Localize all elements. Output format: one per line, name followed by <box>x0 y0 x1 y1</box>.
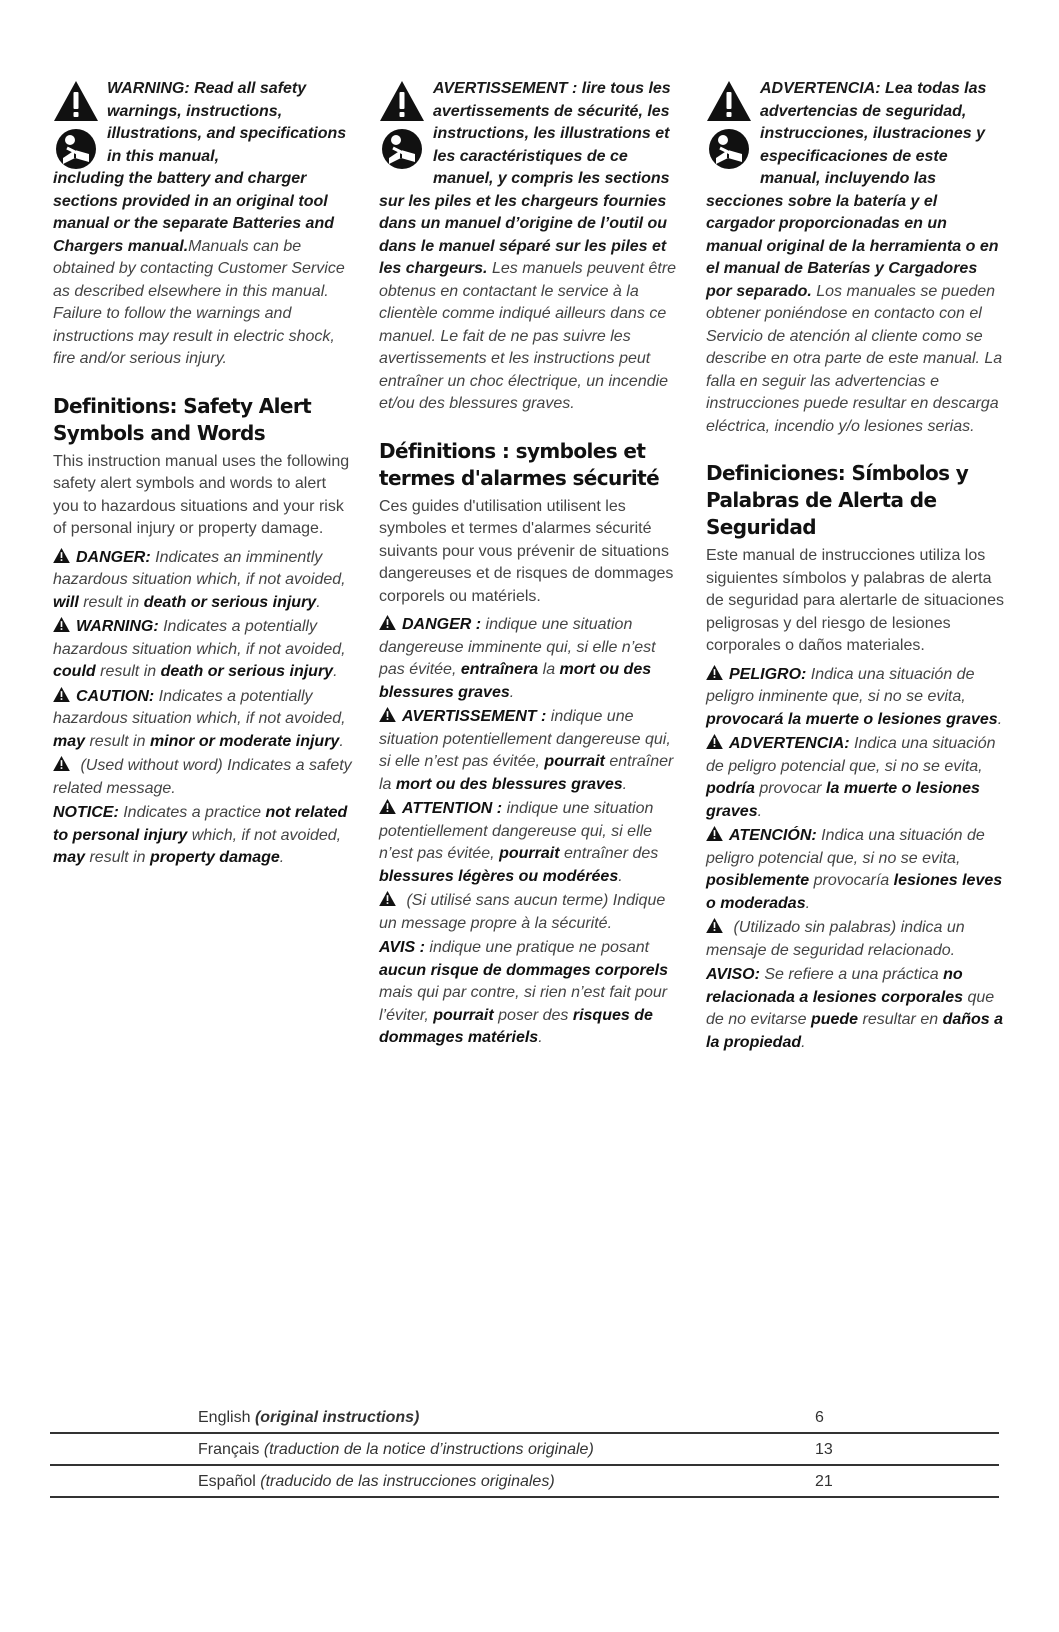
intro-text <box>53 168 353 371</box>
intro-text <box>706 191 1006 439</box>
warning-triangle-icon <box>53 687 70 702</box>
warning-triangle-icon <box>53 756 70 771</box>
section-description: Este manual de instrucciones utiliza los siguientes símbolos y palabras de alerta de seguridad para alertarle de situaciones peligrosas y del riesgo de lesiones corporales o daños materiales. <box>706 547 1004 654</box>
section-description: Ces guides d'utilisation utilisent les symboles et termes d'alarmes sécurité suivants pour vous prévenir de situations dangereuses et de risques de dommages corporels ou matériels. <box>379 497 674 605</box>
index-language: Français <box>198 1441 260 1458</box>
definition-danger: DANGER : indique une situation dangereuse imminente qui, si elle n’est pas évitée, entraînera la mort ou des blessures graves. <box>379 616 656 701</box>
definition-danger: PELIGRO: Indica una situación de peligro inminente que, si no se evita, provocará la muerte o lesiones graves. <box>706 665 1003 728</box>
index-page-number: 13 <box>815 1441 833 1458</box>
warning-triangle-icon <box>53 548 70 563</box>
safety-warning-intro <box>379 78 679 416</box>
warning-triangle-icon <box>706 665 723 680</box>
index-language: English <box>198 1409 251 1426</box>
section-heading: Définitions : symboles et termes d'alarmes sécurité <box>379 438 660 490</box>
column-en <box>53 78 353 870</box>
intro-lead: WARNING: Read all safety warnings, instructions, illustrations, and specifications in this manual, <box>107 80 347 165</box>
index-page-number: 21 <box>815 1473 833 1490</box>
intro-rest: including the battery and charger sections provided in an original tool manual or the separate Batteries and Chargers manual. <box>53 170 334 255</box>
definition-no-word: (Utilizado sin palabras) indica un mensaje de seguridad relacionado. <box>706 919 965 959</box>
intro-rest: secciones sobre la batería y el cargador proporcionadas en un manual original de la herramienta o en el manual de Baterías y Cargadores por separado. <box>706 192 999 300</box>
definition-danger: DANGER: Indicates an imminently hazardous situation which, if not avoided, will result in death or serious injury. <box>53 548 346 611</box>
intro-text <box>379 191 679 416</box>
section-heading: Definiciones: Símbolos y Palabras de Alerta de Seguridad <box>706 461 969 539</box>
intro-icons <box>379 80 427 170</box>
definition-caution: ATENCIÓN: Indica una situación de peligro potencial que, si no se evita, posiblemente provocaría lesiones leves o moderadas. <box>706 827 1003 912</box>
intro-note: Los manuales se pueden obtener poniéndose en contacto con el Servicio de atención al cliente como se describe en otra parte de este manual. La falla en seguir las advertencias e instrucciones puede resultar en descarga eléctrica, incendio y/o lesiones serias. <box>706 282 1003 435</box>
definition-no-word: (Si utilisé sans aucun terme) Indique un message propre à la sécurité. <box>379 892 666 932</box>
intro-icons <box>53 80 101 170</box>
definition-no-word: (Used without word) Indicates a safety related message. <box>53 757 352 797</box>
column-es <box>706 78 1006 1054</box>
section-description: This instruction manual uses the following safety alert symbols and words to alert you to hazardous situations and your risk of personal injury or property damage. <box>53 452 350 537</box>
definition-notice: NOTICE: Indicates a practice not related to personal injury which, if not avoided, may result in property damage. <box>53 804 348 866</box>
index-label <box>198 1436 594 1464</box>
safety-warning-intro <box>706 78 1006 438</box>
warning-triangle-icon <box>53 617 70 632</box>
intro-lead: ADVERTENCIA: Lea todas las advertencias de seguridad, instrucciones, ilustraciones y especificaciones de este manual, incluyendo las <box>760 80 987 187</box>
index-note: (traducido de las instrucciones originales) <box>260 1473 555 1490</box>
definition-warning: WARNING: Indicates a potentially hazardous situation which, if not avoided, could result in death or serious injury. <box>53 618 346 680</box>
intro-note: Les manuels peuvent être obtenus en contactant le service à la clientèle comme indiqué ailleurs dans ce manuel. Le fait de ne pas suivre les avertissements et les instructions peut entraîner un choc électrique, un incendie et/ou des blessures graves. <box>379 260 677 412</box>
definition-caution: CAUTION: Indicates a potentially hazardous situation which, if not avoided, may result in minor or moderate injury. <box>53 687 346 750</box>
index-label <box>198 1404 419 1432</box>
definition-warning: ADVERTENCIA: Indica una situación de peligro potencial que, si no se evita, podría provocar la muerte o lesiones graves. <box>706 735 996 820</box>
warning-triangle-icon <box>379 615 396 630</box>
warning-triangle-icon <box>706 80 752 122</box>
index-language: Español <box>198 1473 256 1490</box>
index-row[interactable] <box>50 1466 999 1498</box>
index-row[interactable] <box>50 1402 999 1434</box>
intro-rest: sur les piles et les chargeurs fournies dans un manuel d’origine de l’outil ou dans le manuel séparé sur les piles et les chargeurs. <box>379 192 668 277</box>
column-fr <box>379 78 679 1050</box>
index-note: (traduction de la notice d’instructions originale) <box>263 1441 594 1458</box>
safety-warning-intro <box>53 78 353 371</box>
index-label <box>198 1468 555 1496</box>
warning-triangle-icon <box>706 918 723 933</box>
warning-triangle-icon <box>379 707 396 722</box>
warning-triangle-icon <box>379 799 396 814</box>
read-manual-icon <box>381 128 423 170</box>
intro-note: Manuals can be obtained by contacting Customer Service as described elsewhere in this manual. Failure to follow the warnings and instructions may result in electric shock, fire and/or serious injury. <box>53 237 345 367</box>
index-row[interactable] <box>50 1434 999 1466</box>
language-index <box>50 1402 999 1498</box>
index-note: (original instructions) <box>254 1409 420 1426</box>
warning-triangle-icon <box>53 80 99 122</box>
warning-triangle-icon <box>379 80 425 122</box>
index-page-number: 6 <box>815 1409 824 1426</box>
warning-triangle-icon <box>706 826 723 841</box>
definition-caution: ATTENTION : indique une situation potentiellement dangereuse qui, si elle n’est pas évitée, pourrait entraîner des blessures légères ou modérées. <box>379 800 659 885</box>
definition-notice: AVISO: Se refiere a una práctica no relacionada a lesiones corporales que de no evitarse puede resultar en daños a la propiedad. <box>706 966 1004 1051</box>
warning-triangle-icon <box>706 734 723 749</box>
definition-notice: AVIS : indique une pratique ne posant aucun risque de dommages corporels mais qui par contre, si rien n’est fait pour l’éviter, pourrait poser des risques de dommages matériels. <box>379 939 668 1046</box>
section-heading: Definitions: Safety Alert Symbols and Words <box>53 393 312 445</box>
definition-warning: AVERTISSEMENT : indique une situation potentiellement dangereuse qui, si elle n’est pas évitée, pourrait entraîner la mort ou des blessures graves. <box>379 708 674 793</box>
intro-lead: AVERTISSEMENT : lire tous les avertissements de sécurité, les instructions, les illustrations et les caractéristiques de ce manuel, y compris les sections <box>433 80 671 187</box>
read-manual-icon <box>708 128 750 170</box>
intro-icons <box>706 80 754 170</box>
read-manual-icon <box>55 128 97 170</box>
warning-triangle-icon <box>379 891 396 906</box>
